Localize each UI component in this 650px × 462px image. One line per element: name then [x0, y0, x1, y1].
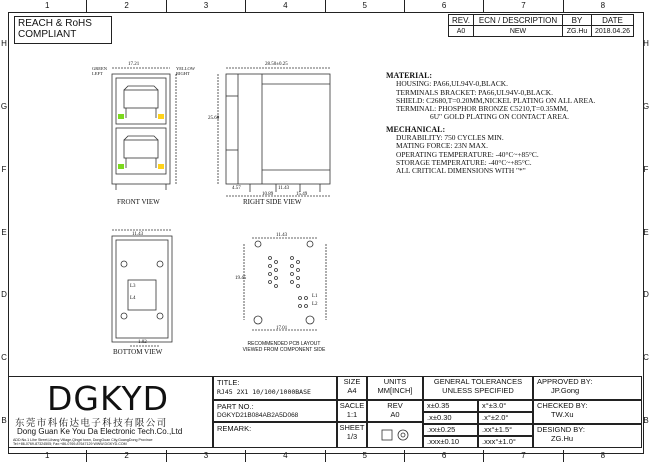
bottom-view-caption: BOTTOM VIEW — [113, 348, 163, 356]
material-line: HOUSING: PA66,UL94V-0,BLACK. — [396, 79, 508, 89]
front-view-drawing — [112, 68, 176, 190]
zone-label: 8 — [600, 451, 606, 460]
zone-label: C — [643, 353, 649, 363]
tolerance-linear: .x±0.30 — [423, 412, 478, 424]
tolerance-linear: x±0.35 — [423, 400, 478, 412]
dimension-label: L4 — [130, 296, 136, 301]
units-label: UNITS — [383, 377, 407, 386]
dimension-label: L1 — [312, 294, 318, 299]
dimension-label: 28.50±0.25 — [265, 62, 288, 67]
size-value: A4 — [347, 386, 357, 395]
zone-label: E — [1, 227, 7, 237]
projection-cell — [367, 422, 423, 448]
compliance-line: REACH & RoHS — [18, 18, 92, 29]
company-address: ADD:No.1 Lihe Street,Lihang Village,Qingxi town, DongGuan City,GuangDong Province — [13, 438, 153, 442]
rev-value: A0 — [390, 410, 400, 419]
title-value: RJ45 2X1 10/100/1000BASE — [217, 388, 311, 396]
green-led-icon — [118, 114, 124, 119]
zone-label: 4 — [246, 450, 325, 462]
mechanical-line: DURABILITY: 750 CYCLES MIN. — [396, 133, 504, 143]
zone-label: 1 — [8, 450, 87, 462]
yellow-led-icon — [158, 164, 164, 169]
checked-label: CHECKED BY: — [537, 401, 588, 410]
zone-label: F — [1, 164, 7, 174]
material-heading: MATERIAL: — [386, 71, 433, 80]
zone-label: 7 — [484, 0, 563, 12]
designed-value: ZG.Hu — [551, 434, 574, 443]
material-line: TERMINALS BRACKET: PA66,UL94V-0,BLACK. — [396, 87, 553, 97]
mechanical-line: ALL CRITICAL DIMENSIONS WITH "*" — [396, 166, 526, 176]
sheet-label: SHEET — [339, 423, 365, 432]
dimension-label: 25.60 — [208, 116, 220, 121]
zone-label: 8 — [600, 1, 606, 10]
company-phone: Tel:+86-0769-87324505; Fax:+86-0769-87647129 WWW.DGKYD.COM — [13, 442, 127, 446]
zone-label: 3 — [167, 0, 246, 12]
mechanical-line: OPERATING TEMPERATURE: -40°C~+85°C. — [396, 149, 539, 159]
dimension-label: 17.01 — [276, 326, 288, 331]
dimension-label: 15.49 — [296, 192, 308, 197]
pcb-layout-caption: VIEWED FROM COMPONENT SIDE — [242, 347, 326, 353]
revision-header: ECN / DESCRIPTION — [474, 15, 563, 26]
revision-cell: 2018.04.26 — [592, 26, 634, 37]
approved-value: JP.Gong — [551, 386, 580, 395]
led-label: GREEN LEFT — [92, 66, 107, 76]
material-line: 6U" GOLD PLATING ON CONTACT AREA. — [430, 112, 570, 122]
scale-cell — [337, 400, 367, 422]
designed-cell — [533, 424, 642, 448]
units-cell — [367, 376, 423, 400]
dimension-label: 4.57 — [232, 186, 241, 191]
rev-cell — [367, 400, 423, 422]
zone-label: D — [1, 290, 7, 300]
company-logo: DGKYD — [47, 379, 170, 418]
tolerance-header-cell — [423, 376, 533, 400]
zone-label: B — [1, 416, 7, 426]
scale-label: SACLE — [339, 401, 365, 410]
tolerance-subtitle: UNLESS SPECIFIED — [442, 386, 514, 395]
zone-label: 6 — [405, 450, 484, 462]
dimension-label: 11.43 — [276, 233, 288, 238]
revision-header: REV. — [449, 15, 474, 26]
dimension-label: L2 — [312, 302, 318, 307]
right-view-caption: RIGHT SIDE VIEW — [243, 198, 302, 206]
company-contact — [13, 438, 153, 446]
front-view-caption: FRONT VIEW — [117, 198, 160, 206]
checked-value: TW.Xu — [551, 410, 574, 419]
title-cell — [213, 376, 337, 400]
zone-label: 4 — [246, 0, 325, 12]
tolerance-angular: x°±3.0° — [478, 400, 533, 412]
remark-cell — [213, 422, 337, 448]
zone-label: H — [643, 38, 649, 48]
mechanical-line: STORAGE TEMPERATURE: -40°C~+85°C. — [396, 157, 532, 167]
mechanical-heading: MECHANICAL: — [386, 124, 446, 134]
revision-cell: ZG.Hu — [563, 26, 592, 37]
zone-label: 2 — [87, 450, 166, 462]
zone-label: 1 — [8, 0, 87, 12]
revision-header: BY — [563, 15, 592, 26]
zone-label: H — [1, 38, 7, 48]
material-line: TERMINAL: PHOSPHOR BRONZE C5210,T=0.35MM, — [396, 104, 569, 114]
units-value: MM[INCH] — [377, 386, 413, 395]
tolerance-linear: .xx±0.25 — [423, 424, 478, 436]
company-logo-block — [8, 376, 213, 448]
approved-label: APPROVED BY: — [537, 377, 593, 386]
company-name-en: Dong Guan Ke You Da Electronic Tech.Co.,Ltd — [17, 427, 183, 436]
checked-cell — [533, 400, 642, 424]
zone-label: D — [643, 290, 649, 300]
zone-label: E — [643, 227, 649, 237]
revision-cell: NEW — [474, 26, 563, 37]
material-line: SHIELD: C2680,T=0.20MM,NICKEL PLATING ON ALL AREA. — [396, 95, 596, 105]
zone-label: C — [1, 353, 7, 363]
scale-value: 1:1 — [346, 410, 358, 419]
title-label: TITLE: — [217, 378, 240, 387]
dimension-label: 17.21 — [128, 62, 140, 67]
tolerance-angular: .xxx°±1.0° — [478, 436, 533, 448]
size-label: SIZE — [343, 377, 361, 386]
dimension-label: 11.43 — [278, 186, 290, 191]
zone-label: 5 — [326, 0, 405, 12]
tolerance-title: GENERAL TOLERANCES — [433, 377, 523, 386]
yellow-led-icon — [158, 114, 164, 119]
zone-label: B — [643, 416, 649, 426]
zone-label: F — [643, 164, 649, 174]
dimension-label: 10.89 — [262, 192, 274, 197]
mechanical-line: MATING FORCE: 23N MAX. — [396, 141, 488, 151]
part-number-value: DGKYD21B084AB2A5D068 — [217, 412, 299, 419]
revision-header: DATE — [592, 15, 634, 26]
tolerance-linear: .xxx±0.10 — [423, 436, 478, 448]
sheet-value: 1/3 — [346, 432, 358, 441]
led-label: YELLOW RIGHT — [176, 66, 195, 76]
green-led-icon — [118, 164, 124, 169]
size-cell — [337, 376, 367, 400]
specification-notes — [386, 72, 595, 176]
dimension-label: 1.02 — [138, 340, 147, 345]
zone-label: 5 — [326, 450, 405, 462]
zone-label: 6 — [405, 0, 484, 12]
part-number-cell — [213, 400, 337, 422]
dimension-label: L3 — [130, 284, 136, 289]
zone-label: 7 — [484, 450, 563, 462]
dimension-label: 19.45 — [235, 276, 247, 281]
approved-cell — [533, 376, 642, 400]
designed-label: DESIGND BY: — [537, 425, 585, 434]
rev-label: REV — [387, 401, 403, 410]
remark-label: REMARK: — [217, 424, 252, 433]
revision-cell: A0 — [449, 26, 474, 37]
company-name-cn: 东莞市科佑达电子科技有限公司 — [15, 418, 168, 429]
tolerance-angular: .xx°±1.5° — [478, 424, 533, 436]
right-side-view-drawing — [218, 68, 330, 196]
sheet-cell — [337, 422, 367, 448]
zone-label: G — [642, 101, 650, 111]
pcb-layout-drawing — [244, 238, 326, 330]
zone-label: 3 — [167, 450, 246, 462]
compliance-line: COMPLIANT — [18, 29, 77, 40]
dimension-label: 11.43 — [132, 232, 144, 237]
zone-label: G — [0, 101, 8, 111]
tolerance-angular: .x°±2.0° — [478, 412, 533, 424]
bottom-view-drawing — [112, 230, 172, 346]
zone-label: 2 — [87, 0, 166, 12]
part-number-label: PART NO.: — [217, 402, 254, 411]
pcb-layout-caption: RECOMMENDED PCB LAYOUT — [247, 341, 321, 347]
